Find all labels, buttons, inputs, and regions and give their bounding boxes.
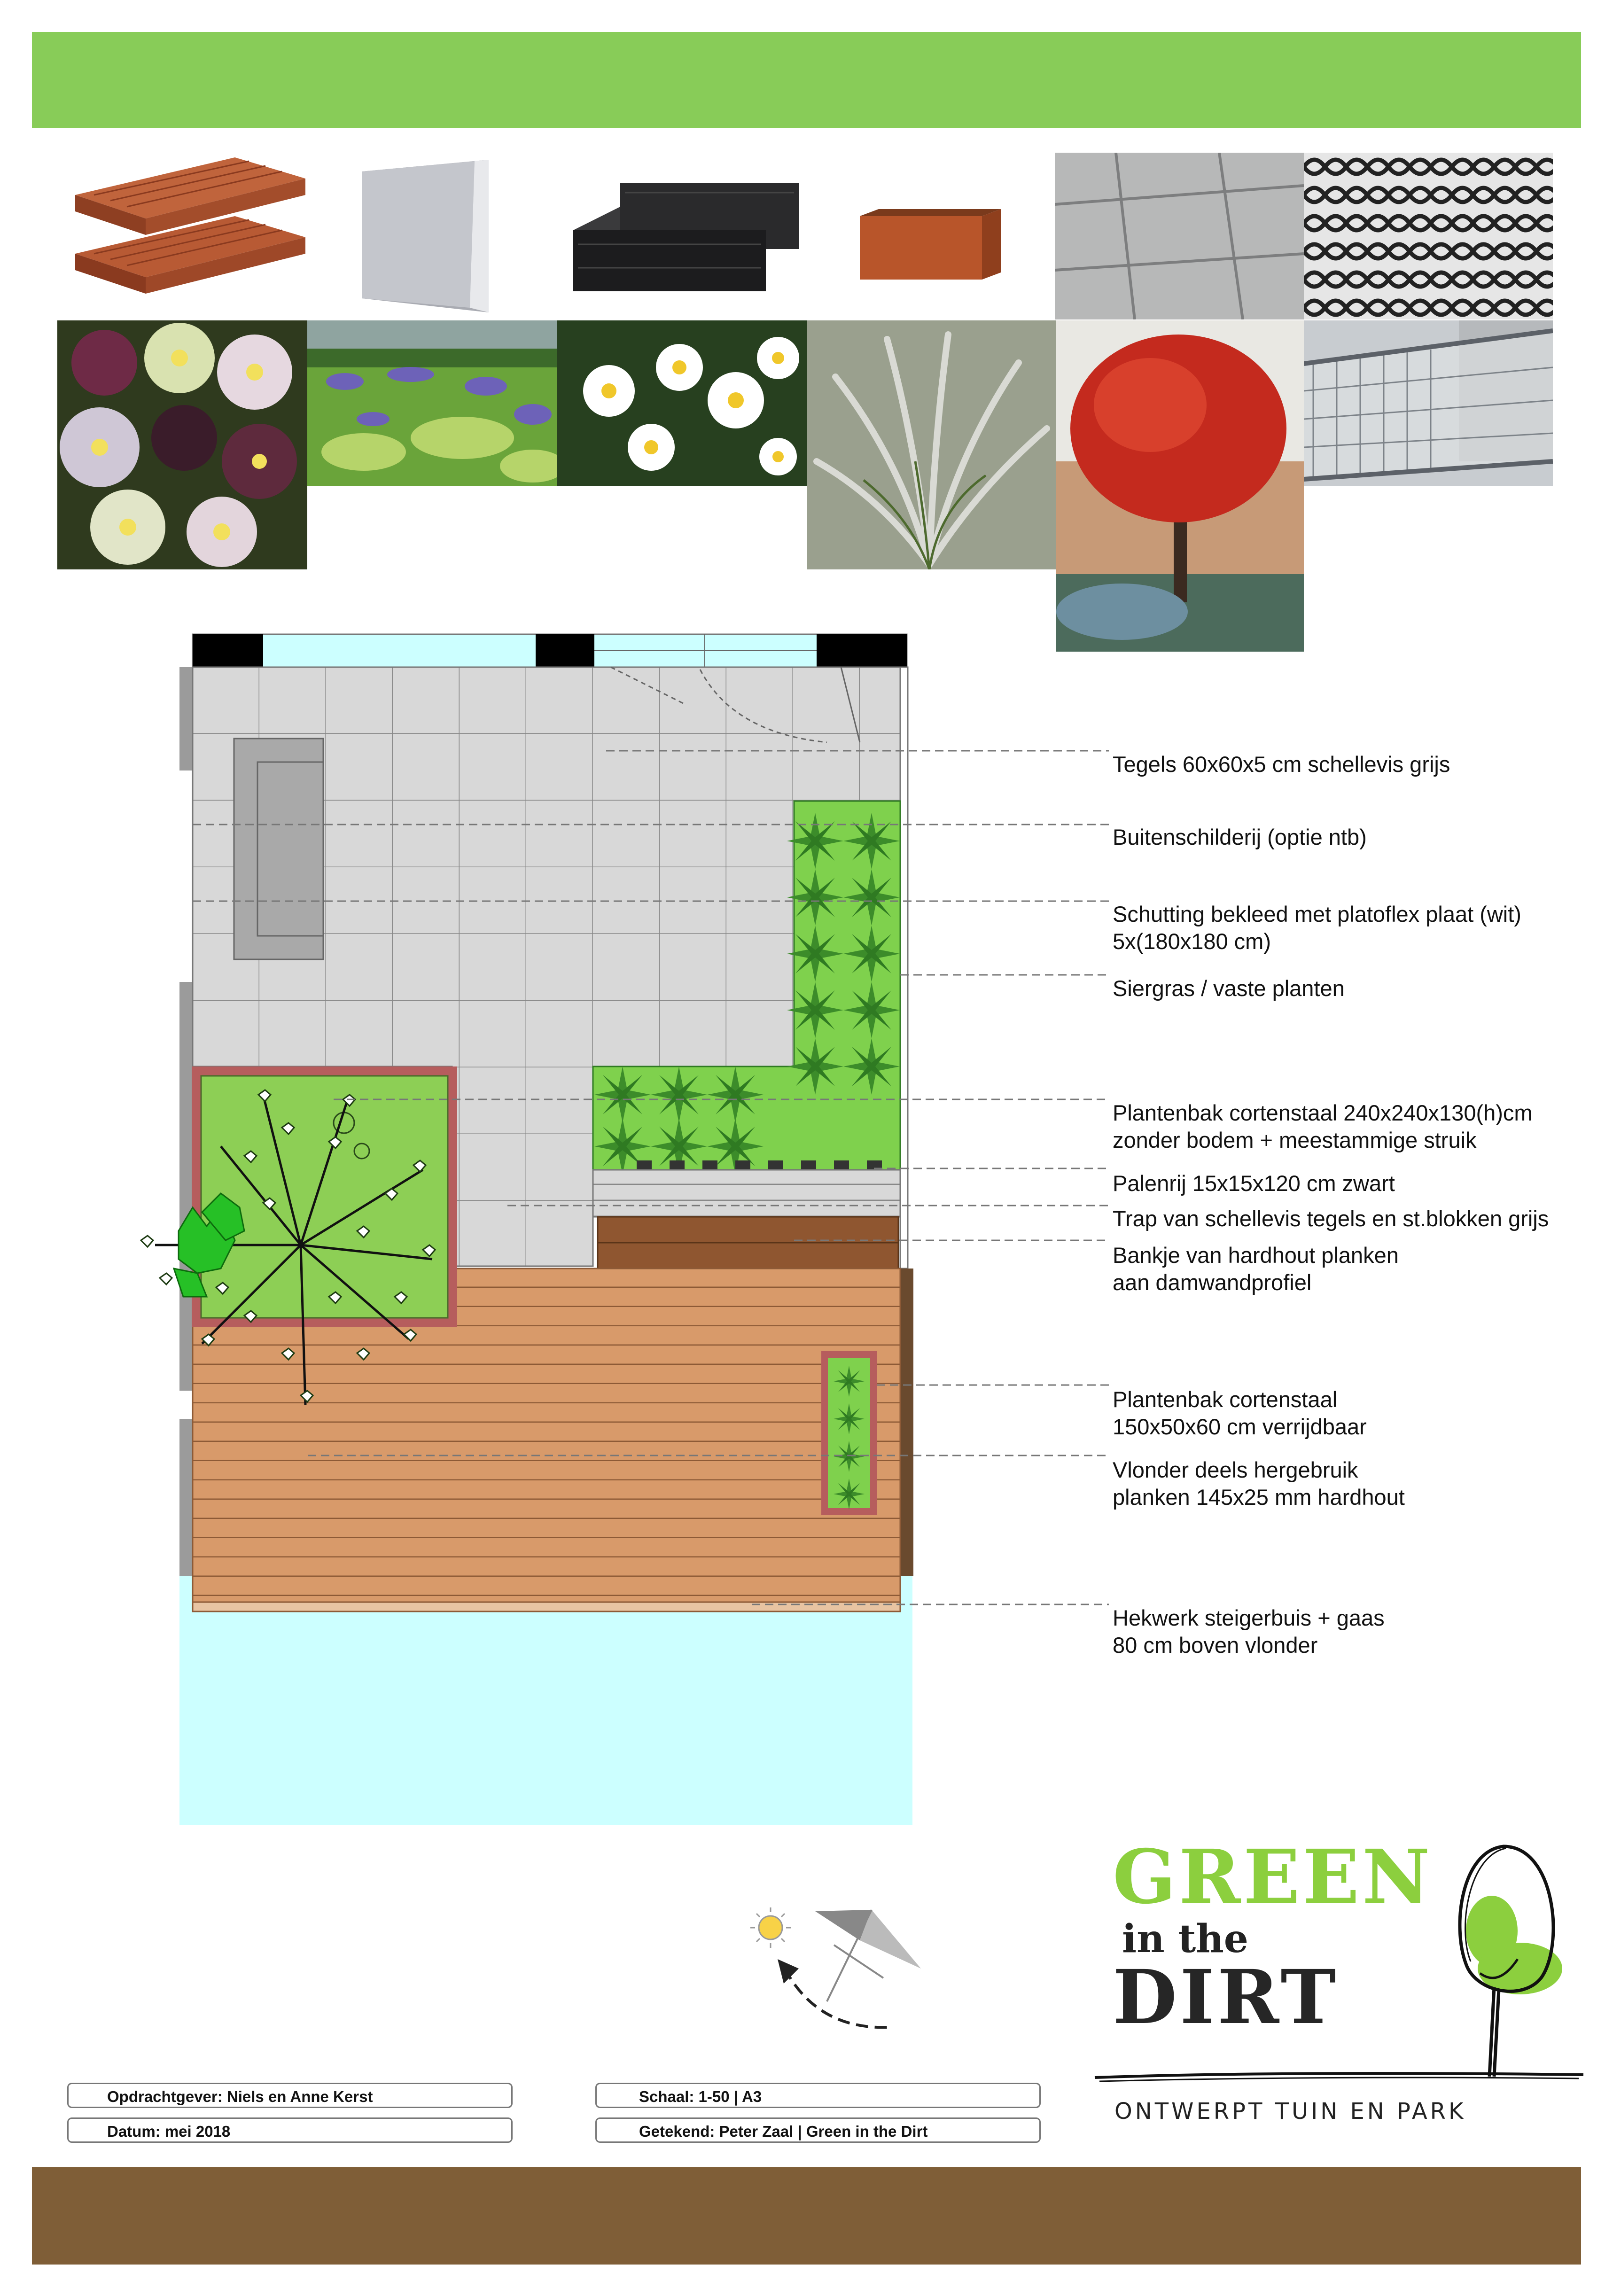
- label-line: Tegels 60x60x5 cm schellevis grijs: [1113, 752, 1450, 777]
- label-trap: [1113, 1205, 1549, 1232]
- facade-wall-middle: [536, 634, 594, 667]
- open-area: [179, 1576, 912, 1825]
- label-line: Hekwerk steigerbuis + gaas: [1113, 1605, 1385, 1630]
- label-line: Vlonder deels hergebruik: [1113, 1457, 1358, 1482]
- client-field: Opdrachtgever: Niels en Anne Kerst: [67, 2083, 513, 2108]
- label-tegels: [1113, 751, 1450, 778]
- label-line: Bankje van hardhout planken: [1113, 1243, 1399, 1268]
- label-vlonder: [1113, 1456, 1405, 1511]
- label-line: 5x(180x180 cm): [1113, 929, 1271, 954]
- date-field: Datum: mei 2018: [67, 2117, 513, 2143]
- logo-word-in-the: in the: [1122, 1916, 1248, 1961]
- label-schutting: [1113, 901, 1521, 955]
- label-siergras: [1113, 975, 1345, 1002]
- facade-wall-left: [193, 634, 263, 667]
- outdoor-painting: [234, 739, 323, 959]
- label-line: Trap van schellevis tegels en st.blokken grijs: [1113, 1206, 1549, 1231]
- green-in-the-dirt-logo: [1090, 1832, 1590, 2142]
- tile-stairs: [593, 1170, 900, 1217]
- label-palenrij: [1113, 1170, 1395, 1197]
- facade-wall-right: [817, 634, 907, 667]
- north-arrow-icon: [815, 1910, 921, 2001]
- label-line: Siergras / vaste planten: [1113, 976, 1345, 1001]
- label-plantenbak-groot: [1113, 1099, 1533, 1154]
- scale-field: Schaal: 1-50 | A3: [595, 2083, 1041, 2108]
- label-line: aan damwandprofiel: [1113, 1270, 1312, 1295]
- railing-on-deck: [193, 1602, 900, 1611]
- sheet-pile-wall: [900, 1269, 913, 1576]
- drawn-by-field: Getekend: Peter Zaal | Green in the Dirt: [595, 2117, 1041, 2143]
- label-line: Plantenbak cortenstaal: [1113, 1387, 1338, 1412]
- label-line: Schutting bekleed met platoflex plaat (wit): [1113, 902, 1521, 926]
- logo-ground-line: [1090, 2067, 1590, 2086]
- label-buitenschilderij: [1113, 824, 1367, 851]
- label-line: planken 145x25 mm hardhout: [1113, 1485, 1405, 1510]
- logo-tree-icon: [1424, 1832, 1586, 2086]
- logo-tagline: ONTWERPT TUIN EN PARK: [1114, 2098, 1466, 2125]
- sun-icon: [750, 1907, 791, 1948]
- label-plantenbak-klein: [1113, 1386, 1367, 1440]
- logo-word-dirt: DIRT: [1113, 1954, 1339, 2041]
- label-hekwerk: [1113, 1604, 1385, 1659]
- label-line: 80 cm boven vlonder: [1113, 1633, 1318, 1658]
- label-line: Palenrij 15x15x120 cm zwart: [1113, 1171, 1395, 1196]
- label-line: 150x50x60 cm verrijdbaar: [1113, 1414, 1367, 1439]
- label-line: Buitenschilderij (optie ntb): [1113, 825, 1367, 849]
- label-line: Plantenbak cortenstaal 240x240x130(h)cm: [1113, 1100, 1533, 1125]
- logo-word-green: GREEN: [1113, 1834, 1433, 1921]
- label-line: zonder bodem + meestammige struik: [1113, 1128, 1477, 1152]
- footer-band: [32, 2167, 1581, 2265]
- label-bankje: [1113, 1242, 1399, 1296]
